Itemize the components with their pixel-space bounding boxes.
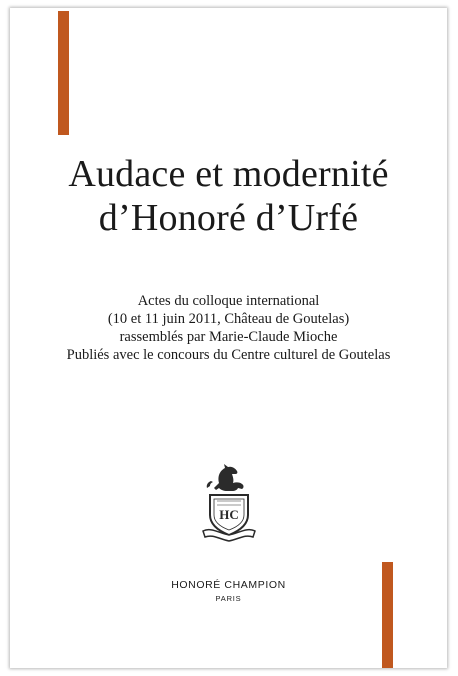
title-line-1: Audace et modernité [68, 153, 389, 195]
accent-stripe-top [58, 11, 69, 135]
book-cover [10, 8, 447, 668]
book-details [10, 292, 447, 364]
accent-stripe-bottom [382, 562, 393, 668]
details-line-4: Publiés avec le concours du Centre culturel de Goutelas [66, 347, 391, 363]
emblem-initials: HC [219, 507, 239, 522]
title-line-2: d’Honoré d’Urfé [98, 197, 359, 239]
publisher-name: HONORÉ CHAMPION [171, 579, 286, 591]
details-line-3: rassemblés par Marie-Claude Mioche [119, 329, 338, 345]
details-line-1: Actes du colloque international [137, 293, 320, 309]
book-title [10, 152, 447, 240]
publisher-city: PARIS [215, 594, 242, 603]
publisher-emblem-icon [197, 461, 261, 549]
details-line-2: (10 et 11 juin 2011, Château de Goutelas) [107, 311, 350, 327]
